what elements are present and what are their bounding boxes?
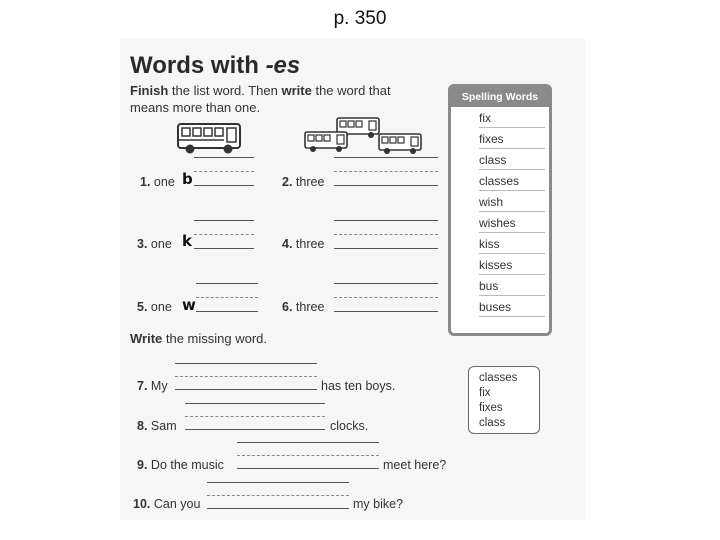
instructions <box>130 82 430 116</box>
writing-guide <box>194 234 254 235</box>
writing-line[interactable] <box>334 311 438 312</box>
sentence-before: Can you <box>153 497 201 511</box>
writing-line[interactable] <box>334 248 438 249</box>
spelling-word: class <box>479 149 545 170</box>
spelling-word: wishes <box>479 212 545 233</box>
exercise-number: 2. <box>282 175 293 189</box>
exercise-text: three <box>295 175 325 189</box>
exercise-2 <box>282 175 324 189</box>
sentence-before: My <box>150 379 168 393</box>
sentence-8 <box>137 419 177 433</box>
writing-line[interactable] <box>237 468 379 469</box>
exercise-1 <box>140 175 175 189</box>
writing-guide <box>196 297 258 298</box>
word-choice: fix <box>479 387 491 399</box>
spelling-word: fixes <box>479 128 545 149</box>
sentence-before: Sam <box>150 419 177 433</box>
title-main: Words with <box>130 52 266 79</box>
instr-finish: Finish <box>130 83 169 98</box>
sentence-9 <box>137 458 224 472</box>
word-choice: fixes <box>479 402 503 414</box>
exercise-text: three <box>295 300 325 314</box>
writing-guide <box>334 171 438 172</box>
sentence-number: 10. <box>133 497 151 511</box>
writing-line[interactable] <box>175 363 317 364</box>
exercise-6 <box>282 300 324 314</box>
writing-line[interactable] <box>334 185 438 186</box>
handwritten-answer: b <box>182 170 193 188</box>
sentence-7-after: has ten boys. <box>321 379 396 393</box>
sentence-10 <box>133 497 200 511</box>
word-choice-box <box>468 366 540 434</box>
handwritten-answer: k <box>182 232 192 250</box>
handwritten-answer: w <box>182 296 196 314</box>
writing-guide <box>194 171 254 172</box>
writing-guide <box>334 234 438 235</box>
spelling-word: fix <box>479 107 545 128</box>
spelling-words-header: Spelling Words <box>451 87 549 107</box>
exercise-4 <box>282 237 324 251</box>
instr-write: write <box>281 83 312 98</box>
writing-line[interactable] <box>334 283 438 284</box>
instr-mid: the list word. Then <box>168 83 282 98</box>
worksheet-title <box>130 52 300 80</box>
section2-rest: the missing word. <box>162 331 268 346</box>
section2-title <box>130 331 267 346</box>
exercise-5 <box>137 300 172 314</box>
sentence-number: 9. <box>137 458 148 472</box>
spelling-word: wish <box>479 191 545 212</box>
exercise-text: three <box>295 237 325 251</box>
exercise-number: 6. <box>282 300 293 314</box>
exercise-number: 3. <box>137 237 148 251</box>
spelling-word: kiss <box>479 233 545 254</box>
exercise-number: 5. <box>137 300 148 314</box>
sentence-9-after: meet here? <box>383 458 447 472</box>
spelling-word: kisses <box>479 254 545 275</box>
writing-line[interactable] <box>185 429 325 430</box>
word-choice: classes <box>479 372 518 384</box>
writing-guide <box>207 495 349 496</box>
writing-line[interactable] <box>194 157 254 158</box>
sentence-7 <box>137 379 168 393</box>
writing-line[interactable] <box>194 248 254 249</box>
writing-guide <box>237 455 379 456</box>
writing-line[interactable] <box>185 403 325 404</box>
exercise-text: one <box>153 175 175 189</box>
title-suffix: -es <box>265 52 301 79</box>
writing-guide <box>185 416 325 417</box>
word-choice: class <box>479 417 506 429</box>
spelling-word: classes <box>479 170 545 191</box>
section2-write: Write <box>130 331 163 346</box>
writing-line[interactable] <box>194 185 254 186</box>
writing-line[interactable] <box>334 157 438 158</box>
exercise-number: 1. <box>140 175 151 189</box>
writing-guide <box>175 376 317 377</box>
three-buses-icon <box>302 114 422 158</box>
spelling-word: buses <box>479 296 545 317</box>
sentence-10-after: my bike? <box>353 497 404 511</box>
exercise-text: one <box>150 300 172 314</box>
writing-line[interactable] <box>207 482 349 483</box>
sentence-number: 8. <box>137 419 148 433</box>
writing-line[interactable] <box>194 220 254 221</box>
sentence-before: Do the music <box>150 458 224 472</box>
writing-line[interactable] <box>237 442 379 443</box>
writing-line[interactable] <box>334 220 438 221</box>
spelling-words-box <box>448 84 552 336</box>
instr-end: the word that means more than one. <box>130 83 391 115</box>
sentence-8-after: clocks. <box>330 419 369 433</box>
exercise-number: 4. <box>282 237 293 251</box>
page-number: p. 350 <box>333 8 387 29</box>
single-bus-icon <box>176 120 246 158</box>
spelling-word: bus <box>479 275 545 296</box>
exercise-text: one <box>150 237 172 251</box>
sentence-number: 7. <box>137 379 148 393</box>
writing-guide <box>334 297 438 298</box>
writing-line[interactable] <box>196 283 258 284</box>
writing-line[interactable] <box>175 389 317 390</box>
writing-line[interactable] <box>196 311 258 312</box>
writing-line[interactable] <box>207 508 349 509</box>
exercise-3 <box>137 237 172 251</box>
